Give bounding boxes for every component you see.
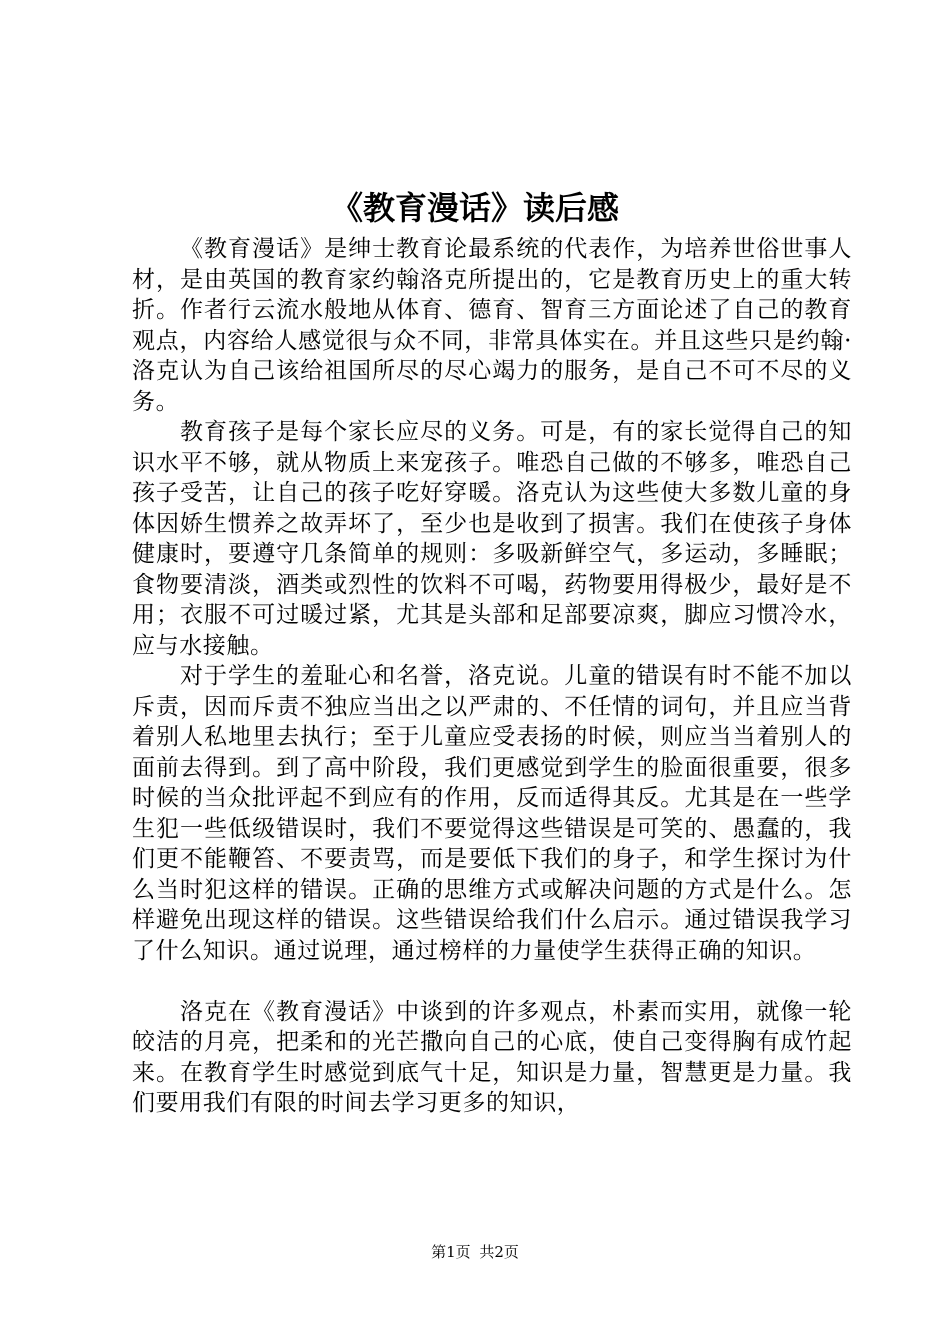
paragraph-4: 洛克在《教育漫话》中谈到的许多观点，朴素而实用，就像一轮皎洁的月亮，把柔和的光芒撒向自己的心底，使自己变得胸有成竹起来。在教育学生时感觉到底气十足，知识是力量，智慧更是力量。我们要用我们有限的时间去学习更多的知识， [132, 998, 852, 1116]
page-total: 共2页 [479, 1243, 519, 1261]
document-body [132, 234, 852, 1119]
paragraph-2: 教育孩子是每个家长应尽的义务。可是，有的家长觉得自己的知识水平不够，就从物质上来宠孩子。唯恐自己做的不够多，唯恐自己孩子受苦，让自己的孩子吃好穿暖。洛克认为这些使大多数儿童的身体因娇生惯养之故弄坏了，至少也是收到了损害。我们在使孩子身体健康时，要遵守几条简单的规则：多吸新鲜空气，多运动，多睡眠；食物要清淡，酒类或烈性的饮料不可喝，药物要用得极少，最好是不用；衣服不可过暖过紧，尤其是头部和足部要凉爽，脚应习惯冷水，应与水接触。 [132, 419, 852, 659]
paragraph-1: 《教育漫话》是绅士教育论最系统的代表作，为培养世俗世事人材，是由英国的教育家约翰洛克所提出的，它是教育历史上的重大转折。作者行云流水般地从体育、德育、智育三方面论述了自己的教育观点，内容给人感觉很与众不同，非常具体实在。并且这些只是约翰·洛克认为自己该给祖国所尽的尽心竭力的服务，是自己不可不尽的义务。 [132, 236, 852, 415]
document-title: 《教育漫话》读后感 [330, 189, 619, 227]
page-number: 第1页 [431, 1243, 471, 1261]
paragraph-3: 对于学生的羞耻心和名誉，洛克说。儿童的错误有时不能不加以斥责，因而斥责不独应当出之以严肃的、不任情的词句，并且应当背着别人私地里去执行；至于儿童应受表扬的时候，则应当当着别人的面前去得到。到了高中阶段，我们更感觉到学生的脸面很重要，很多时候的当众批评起不到应有的作用，反而适得其反。尤其是在一些学生犯一些低级错误时，我们不要觉得这些错误是可笑的、愚蠢的，我们更不能鞭笞、不要责骂，而是要低下我们的身子，和学生探讨为什么当时犯这样的错误。正确的思维方式或解决问题的方式是什么。怎样避免出现这样的错误。这些错误给我们什么启示。通过错误我学习了什么知识。通过说理，通过榜样的力量使学生获得正确的知识。 [132, 663, 852, 964]
page-footer [0, 1242, 950, 1262]
